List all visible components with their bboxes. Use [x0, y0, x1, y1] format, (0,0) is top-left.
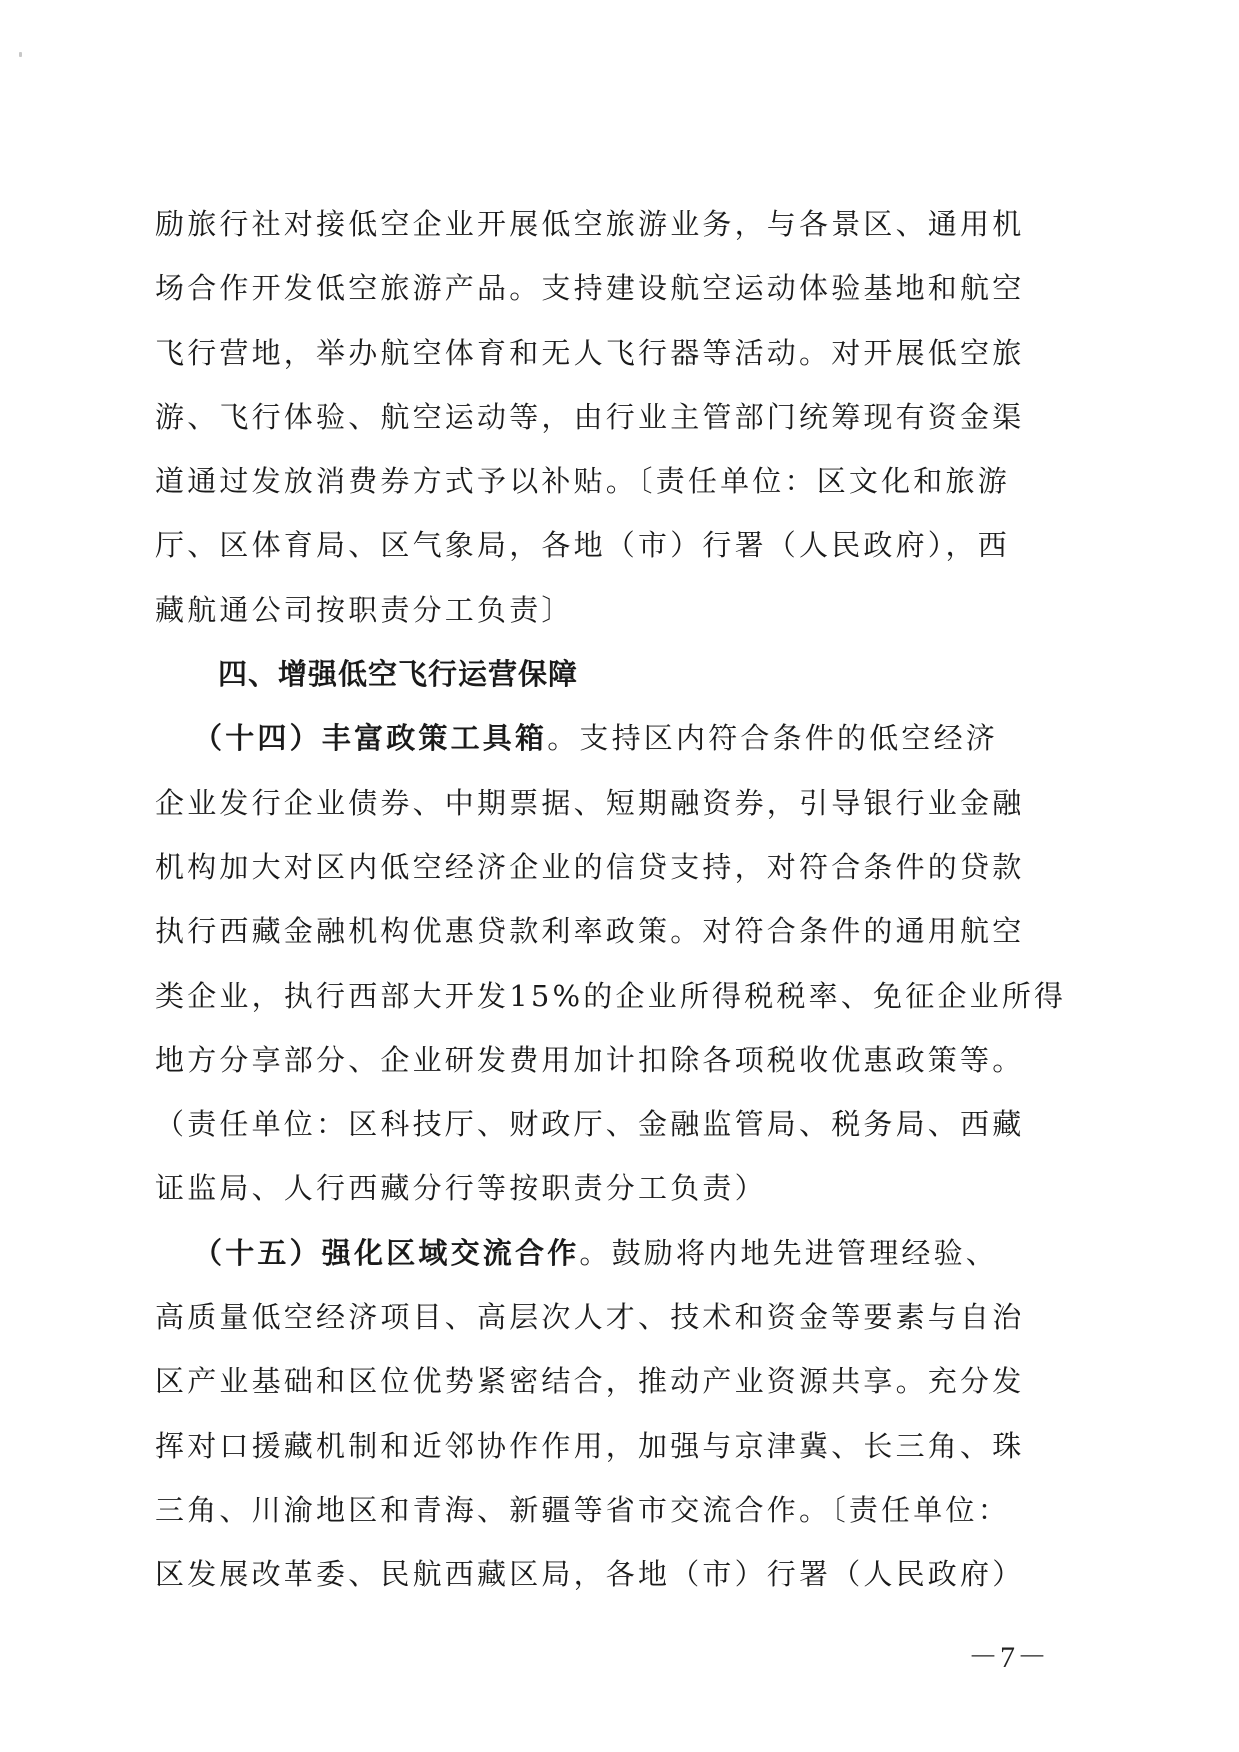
paragraph-line: 场合作开发低空旅游产品。支持建设航空运动体验基地和航空 — [155, 271, 1025, 306]
item-14-first-line — [155, 706, 1060, 770]
paragraph-line: 企业发行企业债券、中期票据、短期融资券，引导银行业金融 — [155, 785, 1025, 820]
paragraph-line: （责任单位：区科技厅、财政厅、金融监管局、税务局、西藏 — [155, 1107, 1025, 1142]
paragraph-line: 执行西藏金融机构优惠贷款利率政策。对符合条件的通用航空 — [155, 914, 1025, 949]
paragraph-line: 类企业，执行西部大开发15%的企业所得税税率、免征企业所得 — [155, 978, 1067, 1013]
item-15-title: （十五）强化区域交流合作 — [193, 1235, 580, 1270]
body-text — [155, 192, 1067, 1607]
paragraph-line: 高质量低空经济项目、高层次人才、技术和资金等要素与自治 — [155, 1300, 1025, 1335]
scan-speck — [19, 52, 22, 57]
paragraph-line: 游、飞行体验、航空运动等，由行业主管部门统筹现有资金渠 — [155, 399, 1025, 434]
item-14-title: （十四）丰富政策工具箱 — [193, 721, 548, 756]
item-15-first-line — [155, 1221, 1060, 1285]
paragraph-line: 飞行营地，举办航空体育和无人飞行器等活动。对开展低空旅 — [155, 335, 1025, 370]
paragraph-line: 机构加大对区内低空经济企业的信贷支持，对符合条件的贷款 — [155, 849, 1025, 884]
paragraph-line: 藏航通公司按职责分工负责〕 — [155, 592, 574, 627]
section-heading: 四、增强低空飞行运营保障 — [218, 657, 579, 692]
paragraph-line: 厅、区体育局、区气象局，各地（市）行署（人民政府），西 — [155, 528, 1010, 563]
paragraph-line: 区发展改革委、民航西藏区局，各地（市）行署（人民政府） — [155, 1557, 1025, 1592]
item-14-lead: 。支持区内符合条件的低空经济 — [547, 721, 999, 756]
paragraph-line: 证监局、人行西藏分行等按职责分工负责） — [155, 1171, 767, 1206]
paragraph-line: 地方分享部分、企业研发费用加计扣除各项税收优惠政策等。 — [155, 1042, 1025, 1077]
page-number: －7－ — [968, 1641, 1049, 1674]
paragraph-line: 励旅行社对接低空企业开展低空旅游业务，与各景区、通用机 — [155, 207, 1025, 241]
paragraph-line: 区产业基础和区位优势紧密结合，推动产业资源共享。充分发 — [155, 1364, 1025, 1399]
paragraph-line: 挥对口援藏机制和近邻协作作用，加强与京津冀、长三角、珠 — [155, 1428, 1025, 1463]
item-15-lead: 。鼓励将内地先进管理经验、 — [579, 1235, 999, 1270]
paragraph-line: 道通过发放消费券方式予以补贴。〔责任单位：区文化和旅游 — [155, 464, 1010, 499]
paragraph-line: 三角、川渝地区和青海、新疆等省市交流合作。〔责任单位： — [155, 1492, 1010, 1527]
